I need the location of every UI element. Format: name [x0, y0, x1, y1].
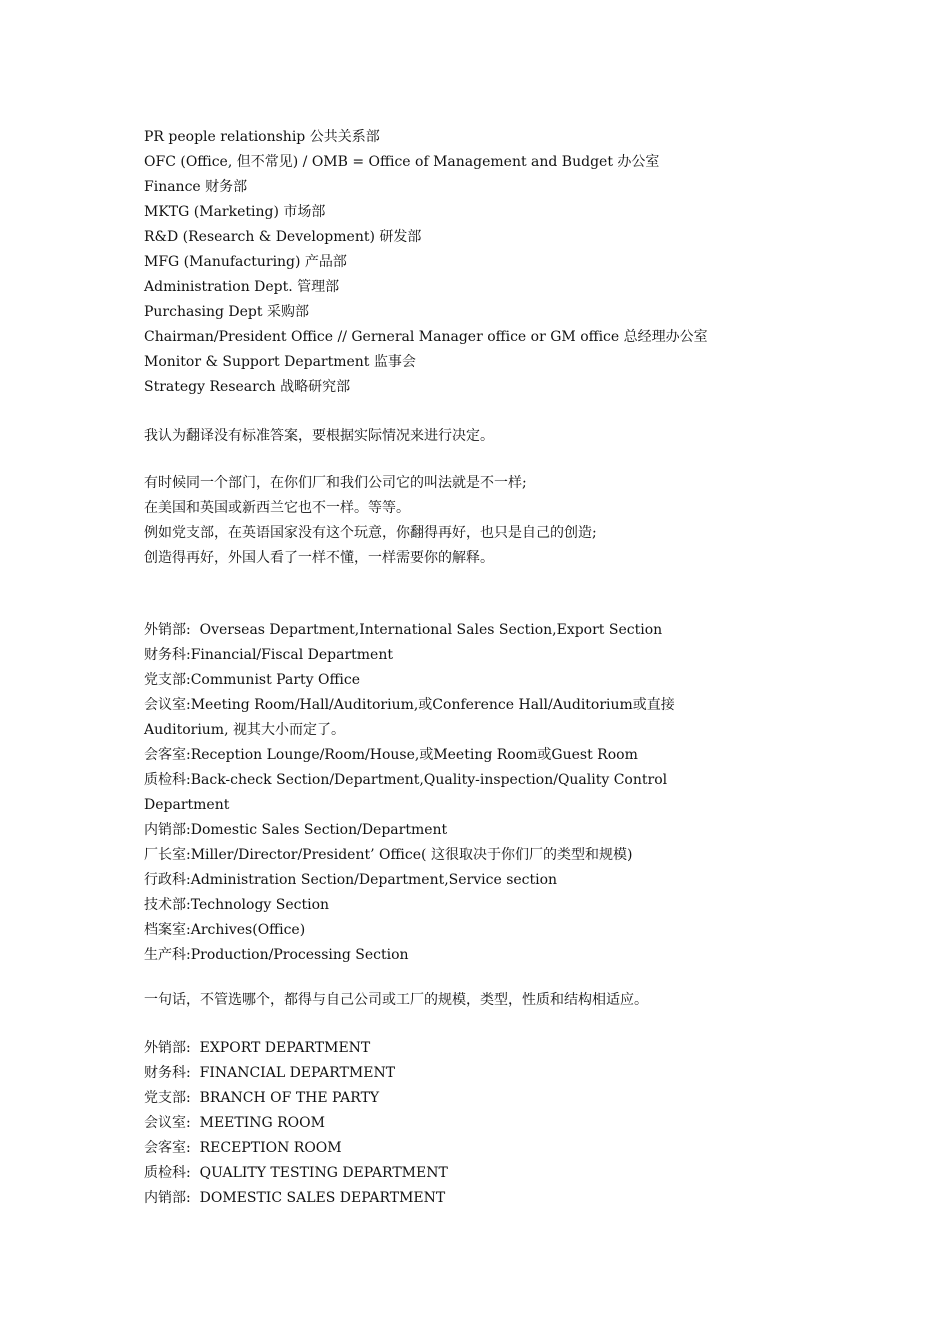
list-item: 内销部:Domestic Sales Section/Department [144, 822, 448, 838]
paragraph-line: 创造得再好，外国人看了一样不懂，一样需要你的解释。 [144, 550, 494, 566]
list-item: PR people relationship 公共关系部 [144, 129, 380, 145]
list-item: 会议室:Meeting Room/Hall/Auditorium,或Conference Hall/Auditorium或直接 [144, 697, 675, 713]
list-item: Monitor & Support Department 监事会 [144, 354, 416, 370]
list-item: R&D (Research & Development) 研发部 [144, 229, 422, 245]
list-item: 党支部: BRANCH OF THE PARTY [144, 1090, 380, 1106]
list-item: OFC (Office, 但不常见) / OMB = Office of Management and Budget 办公室 [144, 154, 660, 170]
list-item: 技术部:Technology Section [144, 897, 330, 913]
explanation-paragraph [144, 471, 844, 571]
department-translations-list [144, 618, 844, 968]
list-item: 质检科: QUALITY TESTING DEPARTMENT [144, 1165, 448, 1181]
list-item: MFG (Manufacturing) 产品部 [144, 254, 347, 270]
list-item: 厂长室:Miller/Director/President’ Office( 这很取决于你们厂的类型和规模) [144, 847, 633, 863]
list-item: Administration Dept. 管理部 [144, 279, 340, 295]
list-item: 外销部: Overseas Department,International Sales Section,Export Section [144, 622, 663, 638]
list-item: 财务科: FINANCIAL DEPARTMENT [144, 1065, 396, 1081]
list-item: 质检科:Back-check Section/Department,Quality-inspection/Quality Control [144, 772, 668, 788]
uppercase-translations-list [144, 1036, 844, 1211]
list-item: 内销部: DOMESTIC SALES DEPARTMENT [144, 1190, 446, 1206]
list-item: 财务科:Financial/Fiscal Department [144, 647, 393, 663]
list-item: MKTG (Marketing) 市场部 [144, 204, 326, 220]
list-item: 行政科:Administration Section/Department,Service section [144, 872, 558, 888]
paragraph-line: 例如党支部，在英语国家没有这个玩意，你翻得再好，也只是自己的创造; [144, 525, 597, 541]
paragraph-line: 在美国和英国或新西兰它也不一样。等等。 [144, 500, 410, 516]
list-item: Strategy Research 战略研究部 [144, 379, 351, 395]
paragraph-line: 我认为翻译没有标准答案，要根据实际情况来进行决定。 [144, 428, 494, 444]
list-item: Purchasing Dept 采购部 [144, 304, 309, 320]
list-item: 档案室:Archives(Office) [144, 922, 306, 938]
list-item: Department [144, 797, 230, 813]
list-item: 会客室: RECEPTION ROOM [144, 1140, 342, 1156]
list-item: Chairman/President Office // Gerneral Manager office or GM office 总经理办公室 [144, 329, 708, 345]
paragraph-line: 一句话，不管选哪个，都得与自己公司或工厂的规模，类型，性质和结构相适应。 [144, 992, 648, 1008]
list-item: 党支部:Communist Party Office [144, 672, 361, 688]
list-item: 生产科:Production/Processing Section [144, 947, 409, 963]
list-item: Finance 财务部 [144, 179, 248, 195]
list-item: 外销部: EXPORT DEPARTMENT [144, 1040, 371, 1056]
list-item: 会议室: MEETING ROOM [144, 1115, 325, 1131]
opinion-paragraph [144, 424, 844, 449]
list-item: 会客室:Reception Lounge/Room/House,或Meeting Room或Guest Room [144, 747, 638, 763]
paragraph-line: 有时候同一个部门，在你们厂和我们公司它的叫法就是不一样; [144, 475, 527, 491]
department-abbreviations-list [144, 125, 844, 400]
list-item: Auditorium, 视其大小而定了。 [144, 722, 345, 738]
summary-paragraph [144, 988, 844, 1013]
